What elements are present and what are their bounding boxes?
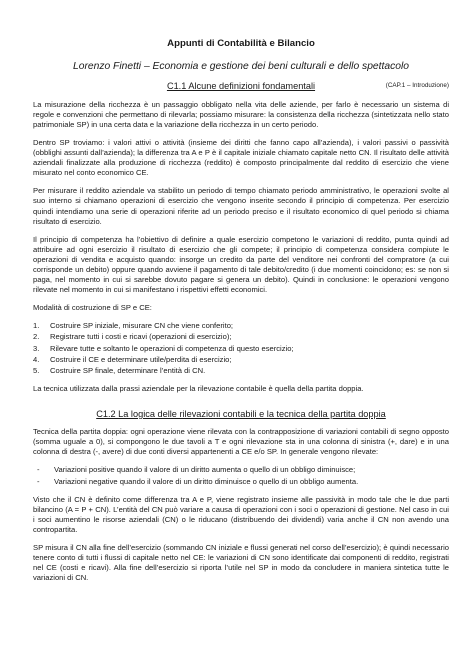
paragraph: Visto che il CN è definito come differenza tra A e P, viene registrato insieme alle passività in modo tale che le due parti bilancino (A = P + CN). L’entità del CN può variare a causa di operazioni con i soci o operazioni di gestione. Nel caso in cui i soci aumentino le risorse aziendali (CN) o le riducano (distribuendo dei dividendi) varia anche il CN non avendo una contropartita.	[33, 494, 449, 534]
list-item-text: Costruire il CE e determinare utile/perdita di esercizio;	[50, 354, 232, 364]
document-title: Appunti di Contabilità e Bilancio	[167, 38, 315, 49]
list-item	[37, 477, 449, 487]
paragraph: Il principio di competenza ha l’obiettivo di definire a quale esercizio competono le variazioni di reddito, punta quindi ad attribuire ad ogni esercizio il risultato di esercizio che gli compete; il principio di competenza considera compiute le operazioni di vendita e acquisto quando: insorge un credito da parte del venditore nei confronti del compratore (a cui corrisponde un debito) oppure quando avviene il pagamento di tale debito/credito (i due momenti coincidono; es: se non si paga, nel momento in cui si sarebbe dovuto pagare si genera un debito). Quindi in conclusione: le operazioni vengono rilevate nel momento in cui si manifestano i rispettivi effetti economici.	[33, 234, 449, 295]
list-item-text: Rilevare tutte e soltanto le operazioni di competenza di questo esercizio;	[50, 343, 294, 353]
list-item	[33, 344, 449, 354]
paragraph: La tecnica utilizzata dalla prassi aziendale per la rilevazione contabile è quella della partita doppia.	[33, 383, 364, 393]
section-2-header	[33, 408, 449, 420]
document-subtitle: Lorenzo Finetti – Economia e gestione dei beni culturali e dello spettacolo	[72, 60, 409, 72]
list-item	[37, 465, 449, 475]
list-number: 1.	[33, 321, 40, 331]
paragraph: La misurazione della ricchezza è un passaggio obbligato nella vita delle aziende, per farlo è necessario un sistema di regole e convenzioni che permettano di rilevarla; possiamo misurare: la consistenza della ricchezza (sintetizzata nello stato patrimoniale SP) in una certa data e la variazione della ricchezza in un certo periodo.	[33, 99, 449, 129]
paragraph: SP misura il CN alla fine dell’esercizio (sommando CN iniziale e flussi generati nel corso dell’esercizio); è quindi necessario tenere conto di tutti i flussi di capitale netto nel CE: le variazioni di CN sono identificate dai componenti di reddito, registrati nel CE (costi e ricavi). Alla fine dell’esercizio si riporta l’utile nel SP in modo da concludere in maniera sintetica tutte le variazioni di CN.	[33, 543, 449, 583]
list-item	[33, 366, 449, 376]
list-item	[33, 355, 449, 365]
list-intro: Modalità di costruzione di SP e CE:	[33, 303, 152, 313]
list-number: 5.	[33, 365, 40, 375]
list-item	[33, 332, 449, 342]
section-2-heading: C1.2 La logica delle rilevazioni contabili e la tecnica della partita doppia	[96, 408, 386, 419]
list-item	[33, 321, 449, 331]
section-1-header	[33, 80, 449, 92]
list-item-text: Costruire SP iniziale, misurare CN che viene conferito;	[50, 321, 234, 331]
paragraph: Per misurare il reddito aziendale va stabilito un periodo di tempo chiamato periodo amministrativo, le operazioni svolte al suo interno si chiamano operazioni di esercizio che vengono inserite secondo il principio di competenza. Per esercizio quindi intendiamo una serie di operazioni riferite ad un periodo preciso e il risultato economico di quel periodo si chiama risultato di esercizio.	[33, 186, 449, 226]
section-1-heading: C1.1 Alcune definizioni fondamentali	[166, 81, 316, 92]
bullet-dash: -	[37, 476, 40, 486]
list-number: 3.	[33, 343, 40, 353]
list-number: 4.	[33, 354, 40, 364]
chapter-tag: (CAP.1 – Introduzione)	[385, 82, 449, 90]
list-item-text: Registrare tutti i costi e ricavi (operazioni di esercizio);	[50, 332, 232, 342]
paragraph: Tecnica della partita doppia: ogni operazione viene rilevata con la contrapposizione di variazioni contabili di segno opposto (somma uguale a 0), si compongono le due tavoli a T e ogni rilevazione sta in una colonna di sinistra (+, dare) e in una colonna di destra (-, avere) di due conti diversi appartenenti a CE e/o SP. In generale vengono rilevate:	[33, 427, 449, 457]
list-number: 2.	[33, 332, 40, 342]
list-item-text: Variazioni negative quando il valore di un diritto diminuisce o quello di un obbligo aumenta.	[54, 476, 359, 486]
list-item-text: Costruire SP finale, determinare l’entità di CN.	[50, 365, 206, 375]
list-item-text: Variazioni positive quando il valore di un diritto aumenta o quello di un obbligo diminuisce;	[54, 465, 356, 475]
bullet-dash: -	[37, 465, 40, 475]
numbered-list	[33, 321, 449, 375]
bullet-list	[33, 465, 449, 486]
paragraph: Dentro SP troviamo: i valori attivi o attività (insieme dei diritti che fanno capo all’azienda), i valori passivi o passività (obblighi assunti dall’azienda); la differenza tra A e P è il capitale iniziale chiamato capitale netto CN. Il risultato delle attività aziendali finalizzate alla produzione di ricchezza (reddito) è composto principalmente dal reddito di esercizio che viene misurato nel conto economico CE.	[33, 137, 449, 178]
